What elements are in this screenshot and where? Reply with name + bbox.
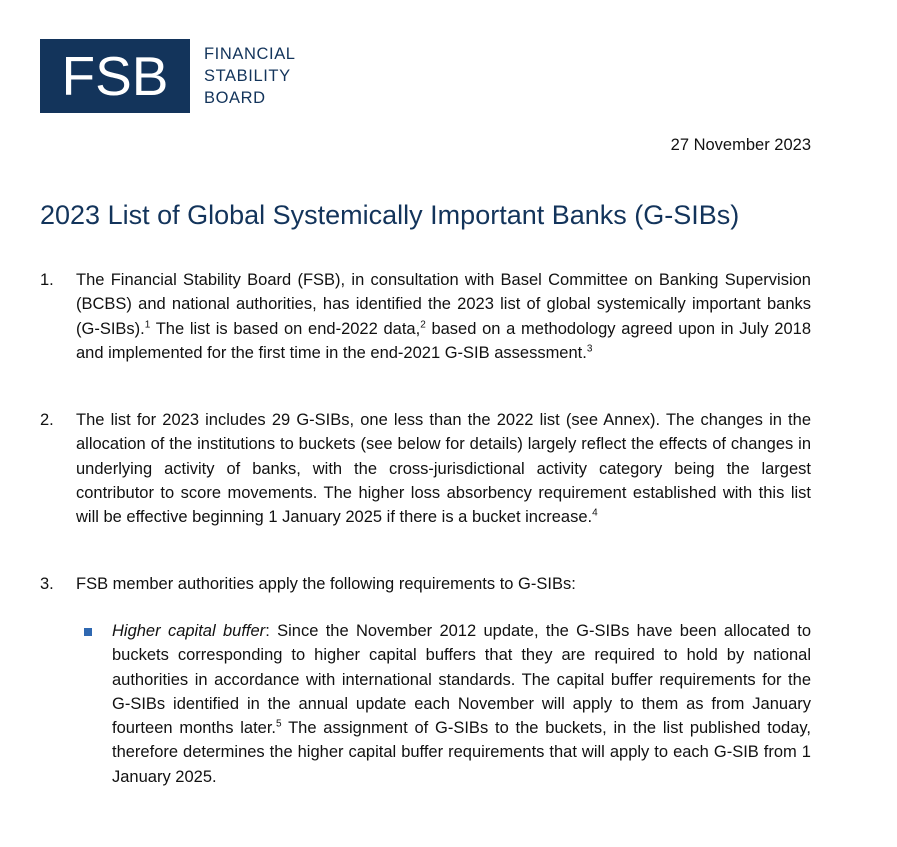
bullet-text: The assignment of G-SIBs to the buckets, in the list published today, therefore determines the higher capital buffer requirements that will apply to each G-SIB from 1 January 2025.	[112, 719, 811, 786]
document-title: 2023 List of Global Systemically Important Banks (G-SIBs)	[40, 200, 740, 230]
logo-wordmark	[204, 43, 296, 109]
publication-date: 27 November 2023	[670, 136, 811, 154]
footnote-ref-4[interactable]: 4	[592, 507, 598, 519]
footnote-ref-1[interactable]: 1	[144, 319, 151, 331]
square-bullet-icon	[84, 628, 92, 636]
bullet-text: : Since the November 2012 update, the G-SIBs have been allocated to buckets corresponding to higher capital buffers that they are required to hold by national authorities in accordance with international standards. The capital buffer requirements for the G-SIBs identified in the annual update each November will apply to them as from January fourteen months later.	[112, 622, 811, 738]
paragraph-3	[40, 572, 811, 596]
paragraph-body	[76, 268, 811, 365]
bullet-body	[112, 619, 811, 789]
logo-mark	[40, 39, 190, 113]
paragraph-text: based on a methodology agreed upon in July 2018 and implemented for the first time in the end-2021 G-SIB assessment.	[76, 319, 812, 362]
paragraph-body	[76, 572, 811, 596]
paragraph-text: The Financial Stability Board (FSB), in consultation with Basel Committee on Banking Supervision (BCBS) and national authorities, has identified the 2023 list of global systemically important banks (G-SIBs).	[76, 271, 811, 338]
bullet-lead: Higher capital buffer	[112, 622, 266, 640]
fsb-logo	[40, 39, 296, 113]
logo-line: FINANCIAL	[204, 45, 296, 63]
footnote-ref-3[interactable]: 3	[586, 343, 593, 355]
footnote-ref-2[interactable]: 2	[420, 319, 426, 331]
paragraph-number: 3.	[40, 575, 54, 593]
footnote-ref-5[interactable]: 5	[276, 718, 282, 730]
logo-line: STABILITY	[204, 67, 291, 85]
paragraph-text: The list is based on end-2022 data,	[150, 319, 421, 338]
paragraph-number: 1.	[40, 271, 54, 289]
bullet-higher-capital-buffer	[84, 619, 811, 789]
paragraph-1	[40, 268, 811, 365]
paragraph-number: 2.	[40, 411, 54, 429]
paragraph-2	[40, 408, 811, 529]
logo-abbr: FSB	[61, 44, 169, 107]
paragraph-body	[76, 408, 811, 529]
paragraph-text: FSB member authorities apply the following requirements to G-SIBs:	[76, 575, 576, 593]
logo-line: BOARD	[204, 89, 266, 107]
paragraph-text: The list for 2023 includes 29 G-SIBs, one less than the 2022 list (see Annex). The changes in the allocation of the institutions to buckets (see below for details) largely reflect the effects of changes in underlying activity of banks, with the cross-jurisdictional activity category being the largest contributor to score movements. The higher loss absorbency requirement established with this list will be effective beginning 1 January 2025 if there is a bucket increase.	[76, 411, 811, 527]
